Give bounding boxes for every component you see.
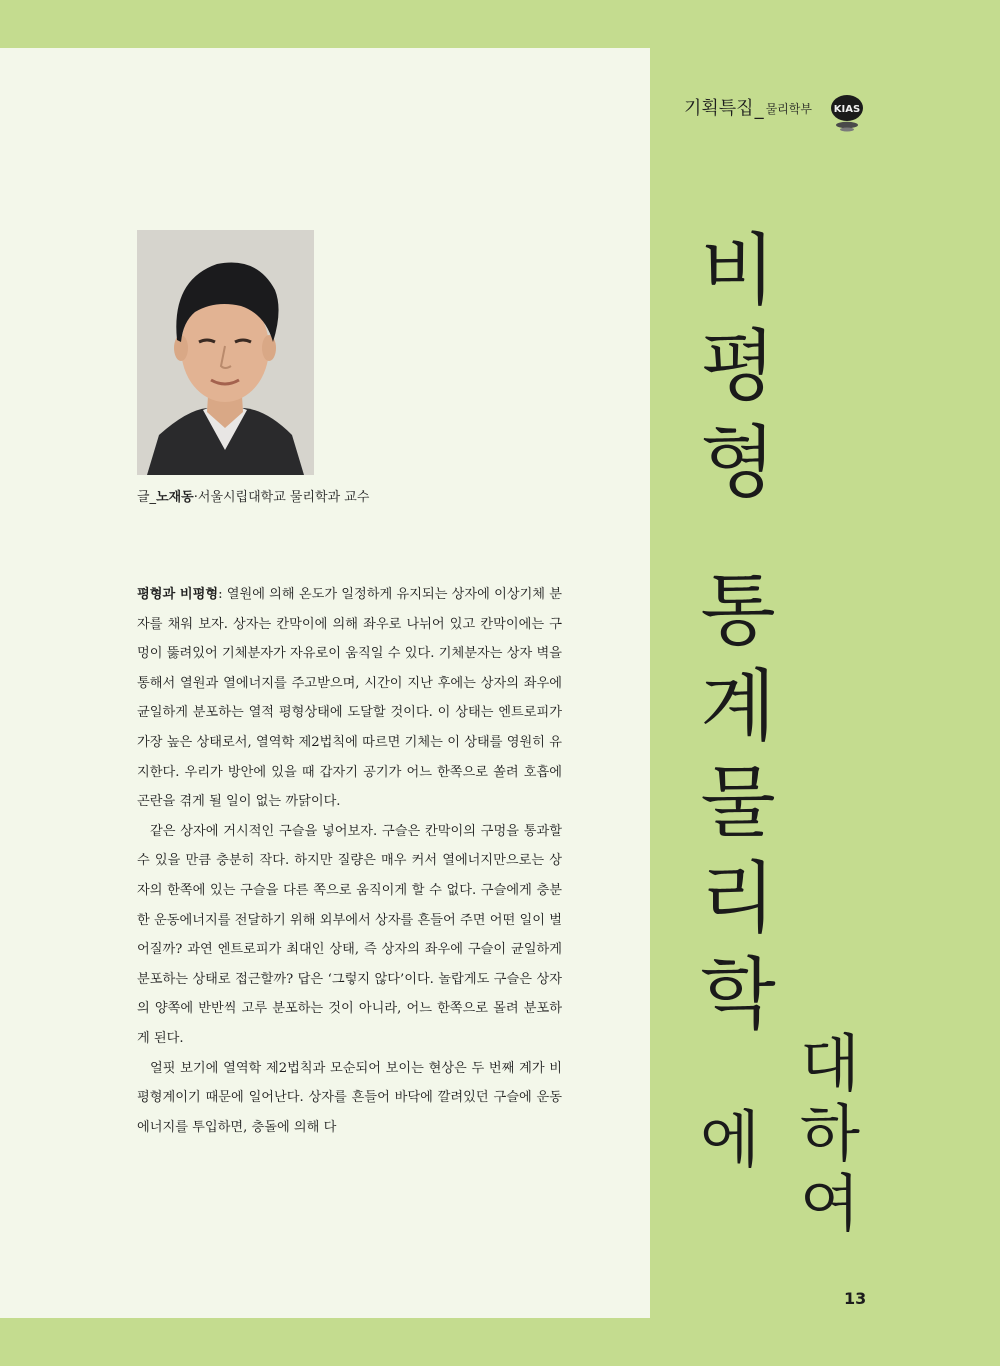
article-paragraph-2: 같은 상자에 거시적인 구슬을 넣어보자. 구슬은 칸막이의 구멍을 통과할 수 있을 만큼 충분히 작다. 하지만 질량은 매우 커서 열에너지만으로는 상자의 한쪽에 있는 구슬을 다른 쪽으로 움직이게 할 수 없다. 구슬에게 충분한 운동에너지를 전달하기 위해 외부에서 상자를 흔들어 주면 어떤 일이 벌어질까? 과연 엔트로피가 최대인 상태, 즉 상자의 좌우에 구슬이 균일하게 분포하는 상태로 접근할까? 답은 ‘그렇지 않다’이다. 놀랍게도 구슬은 상자의 양쪽에 반반씩 고루 분포하는 것이 아니라, 어느 한쪽으로 몰려 분포하게 된다.	[137, 823, 562, 1046]
vertical-title-side	[790, 1027, 870, 1243]
title-side-char: 대	[800, 1027, 860, 1100]
title-side-char: 여	[800, 1167, 860, 1240]
byline-prefix: 글_	[137, 490, 157, 505]
author-photo	[137, 230, 314, 475]
article-body	[137, 580, 562, 1142]
title-char: 통	[700, 566, 776, 656]
title-char: 물	[700, 758, 776, 848]
byline-author: 노재동	[156, 490, 194, 505]
title-char: 평	[700, 322, 776, 412]
lead-term: 평형과 비평형	[137, 587, 219, 602]
kias-logo-icon	[829, 94, 865, 132]
byline	[137, 486, 369, 505]
title-char: 리	[700, 854, 776, 944]
vertical-title	[690, 226, 786, 1052]
title-char: 계	[700, 662, 776, 752]
section-header	[684, 94, 812, 120]
section-separator: _	[754, 99, 764, 120]
page-number: 13	[844, 1289, 867, 1308]
department-label: 물리학부	[765, 102, 812, 116]
byline-affiliation: ·서울시립대학교 물리학과 교수	[193, 490, 370, 505]
title-char: 비	[700, 226, 776, 316]
article-paragraph-3: 얼핏 보기에 열역학 제2법칙과 모순되어 보이는 현상은 두 번째 계가 비평형계이기 때문에 일어난다. 상자를 흔들어 바닥에 깔려있던 구슬에 운동에너지를 투입하면, 충돌에 의해 다	[137, 1060, 562, 1135]
title-gap	[690, 520, 786, 572]
title-side-char: 하	[800, 1097, 860, 1170]
article-paragraph-1	[137, 580, 562, 817]
section-label: 기획특집	[684, 98, 754, 119]
title-char: 학	[700, 950, 776, 1040]
title-particle: 에	[700, 1103, 760, 1176]
svg-text:KIAS: KIAS	[833, 104, 861, 115]
paragraph-1-text: : 열원에 의해 온도가 일정하게 유지되는 상자에 이상기체 분자를 채워 보자. 상자는 칸막이에 의해 좌우로 나뉘어 있고 칸막이에는 구멍이 뚫려있어 기체분자가 자유로이 움직일 수 있다. 기체분자는 상자 벽을 통해서 열원과 열에너지를 주고받으며, 시간이 지난 후에는 상자의 좌우에 균일하게 분포하는 열적 평형상태에 도달할 것이다. 이 상태는 엔트로피가 가장 높은 상태로서, 열역학 제2법칙에 따르면 기체는 이 상태를 영원히 유지한다. 우리가 방안에 있을 때 갑자기 공기가 어느 한쪽으로 쏠려 호흡에 곤란을 겪게 될 일이 없는 까닭이다.	[137, 587, 563, 810]
title-char: 형	[700, 418, 776, 508]
